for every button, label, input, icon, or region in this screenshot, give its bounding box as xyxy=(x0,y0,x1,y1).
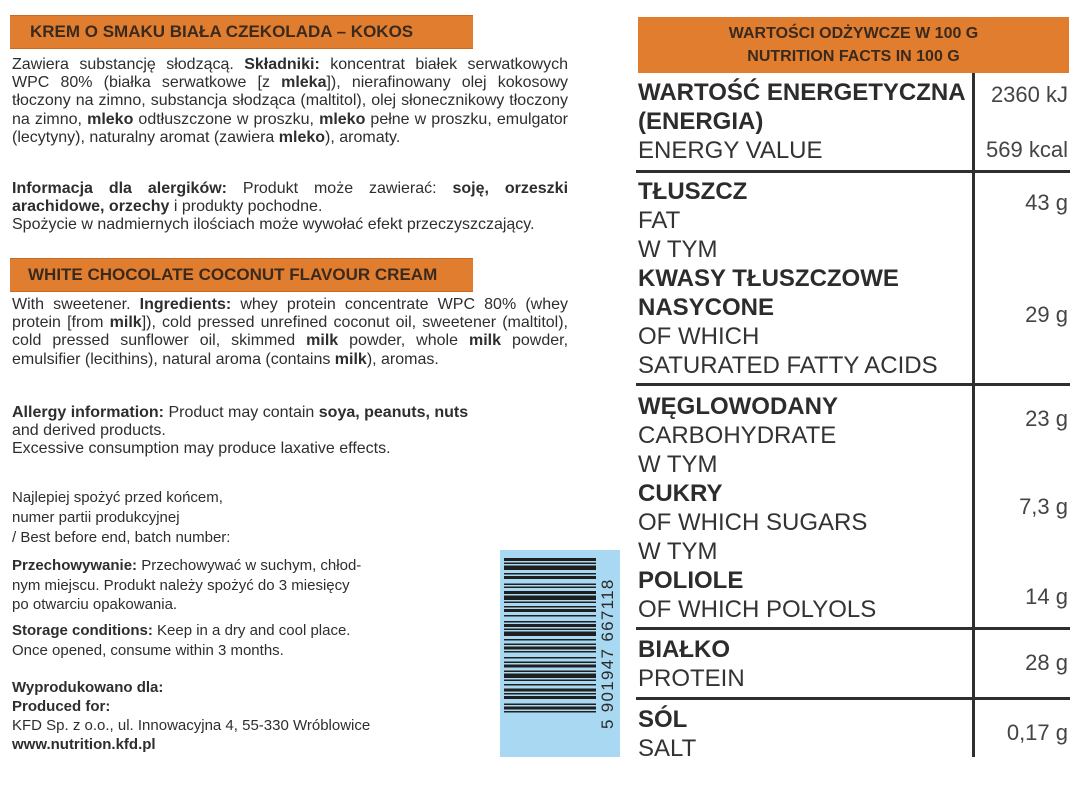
polyols-label-en: OF WHICH POLYOLS xyxy=(638,596,877,623)
allergy-label: Allergy information: xyxy=(12,404,165,421)
energy-kj-value: 2360 kJ xyxy=(990,82,1068,107)
of-which-en: OF WHICH xyxy=(638,323,760,350)
laxative-warning: Excessive consumption may produce laxative effects. xyxy=(12,440,391,458)
energy-label-pl: WARTOŚĆ ENERGETYCZNA xyxy=(638,79,966,106)
barcode-bar xyxy=(504,624,596,627)
laxative-warning: Spożycie w nadmiernych ilościach może wywołać efekt przeczyszczający. xyxy=(12,216,535,234)
barcode-bar xyxy=(504,665,596,668)
best-before-line: Najlepiej spożyć przed końcem, xyxy=(12,489,223,506)
allergen-text: soya, peanuts, nuts xyxy=(318,404,469,421)
protein-label-en: PROTEIN xyxy=(638,665,745,692)
protein-value: 28 g xyxy=(1025,650,1068,675)
barcode-bar xyxy=(504,584,596,586)
text-run: whey protein concentrate WPC 80% (whey protein [from xyxy=(12,296,568,332)
of-which-pl: W TYM xyxy=(638,538,718,565)
barcode xyxy=(500,550,620,757)
barcode-bar xyxy=(504,657,596,659)
barcode-bar xyxy=(504,651,596,653)
barcode-bar xyxy=(504,615,596,617)
text-run: With sweetener. xyxy=(12,296,140,313)
sugars-label-en: OF WHICH SUGARS xyxy=(638,509,868,536)
energy-label-pl-2: (ENERGIA) xyxy=(638,108,764,135)
storage-en xyxy=(12,621,432,660)
allergy-label: Informacja dla alergików: xyxy=(12,180,227,197)
barcode-bar xyxy=(504,558,596,561)
storage-pl xyxy=(12,556,432,615)
text-run: Product may contain xyxy=(164,404,319,421)
storage-label: Storage conditions: xyxy=(12,622,153,639)
text-run: po otwarciu opakowania. xyxy=(12,596,178,613)
allergen-text: milk xyxy=(468,332,501,350)
fat-value: 43 g xyxy=(1025,190,1068,215)
barcode-bar xyxy=(504,680,596,682)
text-run: Przechowywać w suchym, chłod- xyxy=(137,557,362,574)
barcode-bar xyxy=(504,606,596,608)
text-run: Keep in a dry and cool place. xyxy=(152,622,351,639)
text-run: powder, whole xyxy=(338,332,469,350)
best-before-line: numer partii produkcyjnej xyxy=(12,509,180,526)
carbohydrate-value: 23 g xyxy=(1025,406,1068,431)
barcode-bar xyxy=(504,576,596,579)
barcode-bar xyxy=(504,587,596,589)
carbohydrate-label-en: CARBOHYDRATE xyxy=(638,422,837,449)
salt-label-en: SALT xyxy=(638,735,697,762)
barcode-bar xyxy=(504,639,596,641)
nutrition-column-divider xyxy=(972,73,975,757)
allergen-text: mleko xyxy=(319,110,366,128)
barcode-bar xyxy=(504,563,596,565)
text-run: Produkt może zawierać: xyxy=(227,180,453,197)
energy-label xyxy=(638,78,966,165)
barcode-bar xyxy=(504,696,596,699)
saturated-label-pl-2: NASYCONE xyxy=(638,294,775,321)
barcode-bar xyxy=(504,647,596,650)
fat-label-pl: TŁUSZCZ xyxy=(638,178,748,205)
carbohydrate-label xyxy=(638,392,876,624)
barcode-bar xyxy=(504,671,596,673)
protein-label-pl: BIAŁKO xyxy=(638,636,730,663)
text-run: odtłuszczone w proszku, xyxy=(133,110,320,128)
nutrition-table-header xyxy=(638,17,1069,73)
text-run: ]), nierafinowany olej kokosowy tłoczony na zimno, substancja słodząca (maltitol), olej słonecznikowy tłoczony na zimno, xyxy=(12,74,569,128)
saturated-fat-value: 29 g xyxy=(1025,302,1068,327)
of-which-pl: W TYM xyxy=(638,236,718,263)
nutrition-row-divider xyxy=(636,383,1070,386)
text-run: Once opened, consume within 3 months. xyxy=(12,641,284,659)
barcode-bar xyxy=(504,693,596,695)
text-run: i produkty pochodne. xyxy=(169,198,323,216)
producer-website: www.nutrition.kfd.pl xyxy=(12,736,156,753)
produced-for-label-en: Produced for: xyxy=(12,698,111,715)
nutrition-header-pl: WARTOŚCI ODŻYWCZE W 100 G xyxy=(728,25,979,42)
nutrition-row-divider xyxy=(636,170,1070,173)
barcode-bar xyxy=(504,566,596,571)
fat-label xyxy=(638,177,938,380)
allergen-text: soję, orzeszki arachidowe, orzechy xyxy=(12,180,569,216)
text-run: ), aromas. xyxy=(366,350,439,368)
polyols-label-pl: POLIOLE xyxy=(638,567,744,594)
barcode-number: 5 901947 667118 xyxy=(598,578,617,730)
text-run: ), aromaty. xyxy=(325,128,401,146)
producer-block xyxy=(12,678,452,754)
salt-value: 0,17 g xyxy=(1006,720,1068,745)
polish-product-title: KREM O SMAKU BIAŁA CZEKOLADA – KOKOS xyxy=(30,22,414,41)
barcode-bar xyxy=(504,573,596,575)
polyols-value: 14 g xyxy=(1025,584,1068,609)
polish-ingredients-paragraph xyxy=(12,56,568,147)
nutrition-row-divider xyxy=(636,627,1070,630)
allergen-text: mleko xyxy=(87,110,134,128)
barcode-bar xyxy=(504,596,596,601)
barcode-bar xyxy=(504,684,596,686)
barcode-bar xyxy=(504,707,596,710)
nutrition-row-divider xyxy=(636,697,1070,700)
of-which-pl: W TYM xyxy=(638,451,718,478)
storage-label: Przechowywanie: xyxy=(12,557,138,574)
allergen-text: milk xyxy=(109,314,142,332)
saturated-label-pl: KWASY TŁUSZCZOWE xyxy=(638,265,899,292)
barcode-bar xyxy=(504,674,596,679)
best-before-line: / Best before end, batch number: xyxy=(12,529,231,546)
barcode-bar xyxy=(504,602,596,604)
carbohydrate-label-pl: WĘGLOWODANY xyxy=(638,393,838,420)
text-run: powder, emulsifier (lecithins), natural aroma (contains xyxy=(12,332,569,368)
text-run: ]), cold pressed unrefined coconut oil, sweetener (maltitol), cold pressed sunflower oil, skimmed xyxy=(12,314,569,350)
barcode-bar xyxy=(504,644,596,646)
text-run: and derived products. xyxy=(12,422,166,440)
sugars-value: 7,3 g xyxy=(1019,494,1068,519)
barcode-bar xyxy=(504,704,596,706)
allergen-text: mleka xyxy=(281,74,327,92)
produced-for-label-pl: Wyprodukowano dla: xyxy=(12,679,164,696)
english-product-title-band xyxy=(10,258,473,292)
text-run: nym miejscu. Produkt należy spożyć do 3 miesięcy xyxy=(12,576,350,594)
barcode-bar xyxy=(504,591,596,594)
polish-product-title-band xyxy=(10,15,473,49)
barcode-bar xyxy=(504,662,596,664)
barcode-bar xyxy=(504,632,596,637)
english-ingredients-paragraph xyxy=(12,296,568,369)
salt-label-pl: SÓL xyxy=(638,706,688,733)
allergen-text: mleko xyxy=(278,128,326,146)
english-allergy-paragraph xyxy=(12,404,572,459)
text-run: Zawiera substancję słodzącą. xyxy=(12,56,245,73)
energy-kcal-value: 569 kcal xyxy=(986,137,1068,162)
protein-label xyxy=(638,635,745,693)
saturated-label-en: SATURATED FATTY ACIDS xyxy=(638,352,938,379)
nutrition-header-en: NUTRITION FACTS IN 100 G xyxy=(747,48,960,65)
barcode-bar xyxy=(504,621,596,623)
allergen-text: milk xyxy=(334,350,367,368)
allergen-text: milk xyxy=(306,332,339,350)
text-run: pełne w proszku, emulgator (lecytyny), naturalny aromat (zawiera xyxy=(12,110,568,146)
sugars-label-pl: CUKRY xyxy=(638,480,723,507)
english-product-title: WHITE CHOCOLATE COCONUT FLAVOUR CREAM xyxy=(28,265,438,284)
polish-allergy-paragraph xyxy=(12,180,568,235)
barcode-bar xyxy=(504,689,596,692)
barcode-bar xyxy=(504,711,596,713)
fat-label-en: FAT xyxy=(638,207,681,234)
barcode-bar xyxy=(504,629,596,631)
best-before-note xyxy=(12,488,312,548)
ingredients-label: Składniki: xyxy=(244,56,320,73)
energy-label-en: ENERGY VALUE xyxy=(638,137,823,164)
salt-label xyxy=(638,705,696,763)
producer-address: KFD Sp. z o.o., ul. Innowacyjna 4, 55-330 Wróblowice xyxy=(12,717,371,734)
ingredients-label: Ingredients: xyxy=(139,296,232,313)
text-run: koncentrat białek serwatkowych WPC 80% (białka serwatkowe [z xyxy=(12,56,569,92)
barcode-bar xyxy=(504,609,596,612)
